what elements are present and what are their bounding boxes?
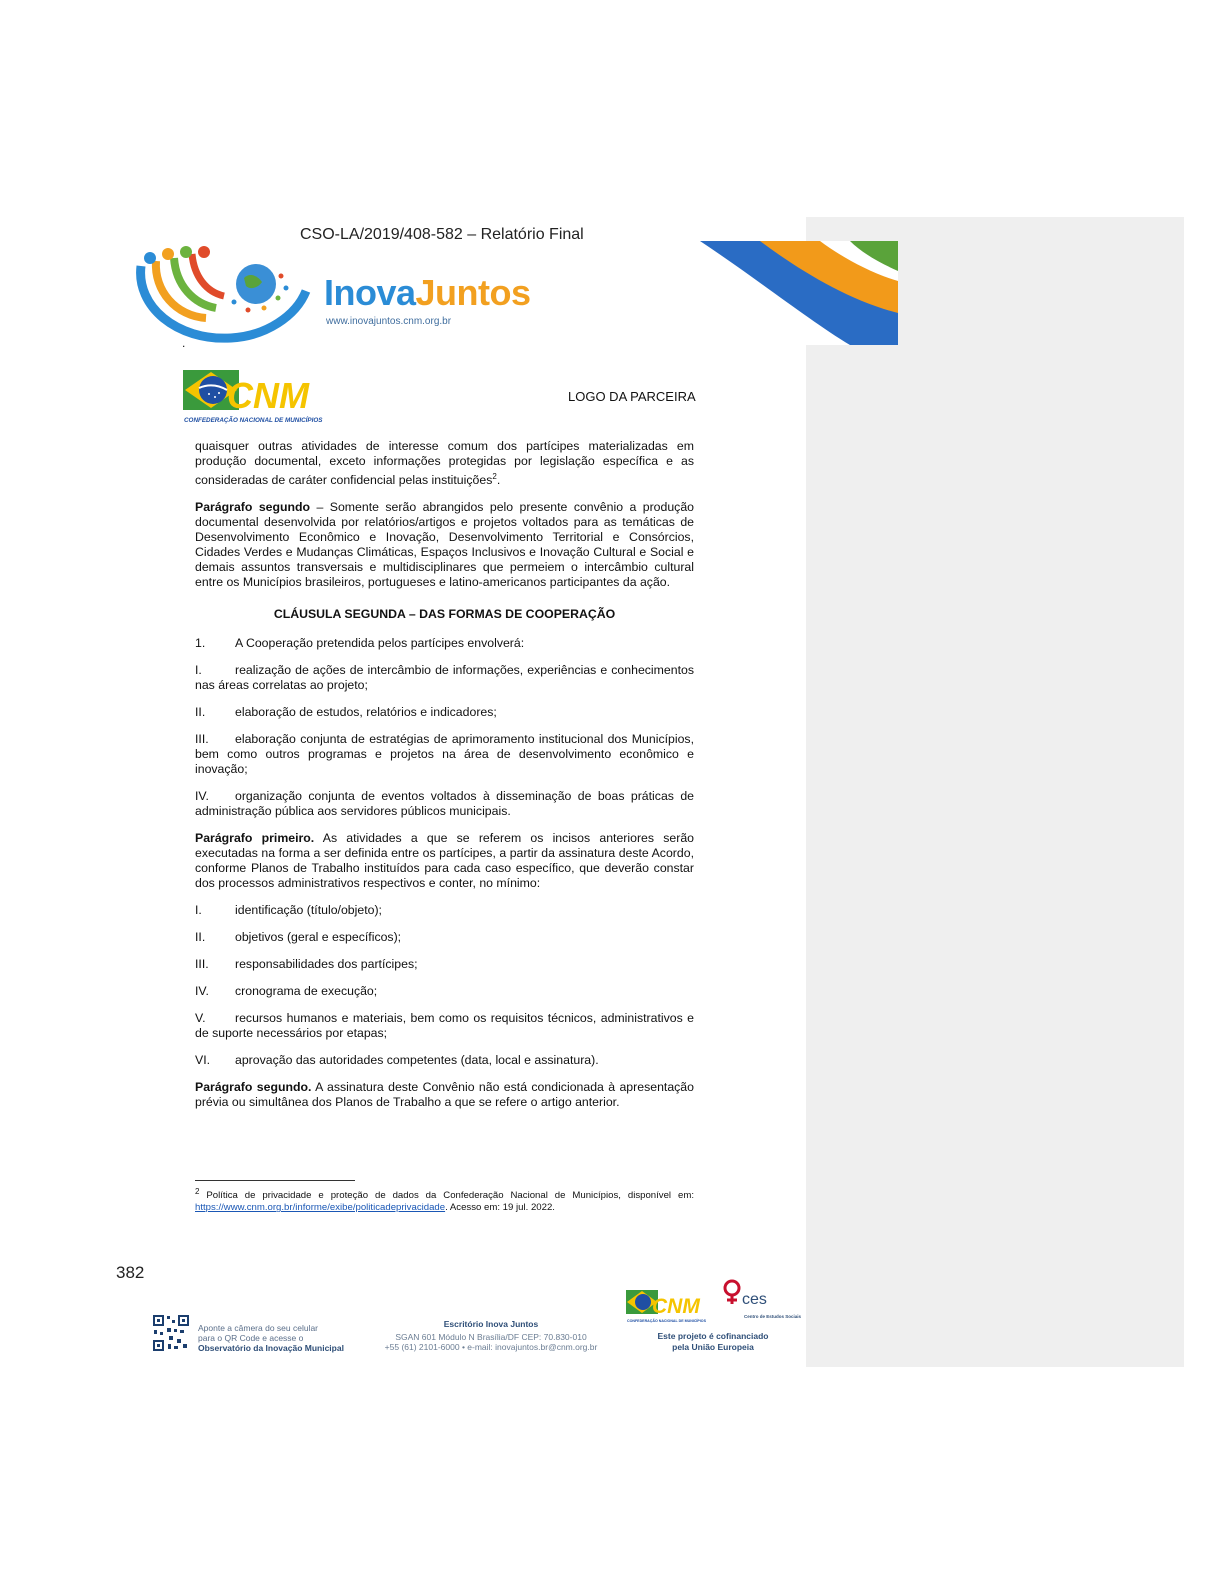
- item-text: organização conjunta de eventos voltados à disseminação de boas práticas de administração pública aos servidores públicos municipais.: [195, 789, 694, 819]
- item-text: realização de ações de intercâmbio de informações, experiências e conhecimentos nas áreas correlatas ao projeto;: [195, 663, 694, 693]
- inova-juntos-logo: [136, 246, 311, 346]
- cnm-small-caption: CONFEDERAÇÃO NACIONAL DE MUNICÍPIOS: [627, 1319, 706, 1323]
- qr-line: Aponte a câmera do seu celular: [198, 1323, 319, 1333]
- footnote: [195, 1186, 694, 1214]
- office-title: Escritório Inova Juntos: [443, 1319, 539, 1329]
- paragraph-text: – Somente serão abrangidos pelo presente convênio a produção documental desenvolvida por relatórios/artigos e projetos voltados para as temáticas de Desenvolvimento Econômico e Inovação, Desenvolvimento Territorial e Consórcios, Cidades Verdes e Mudanças Climáticas, Espaços Inclusivos e Inovação Cultural e Social e demais assuntos transversais e multidisciplinares que permeiem o intercâmbio cultural entre os Municípios brasileiros, portugueses e latino-americanos participantes da ação.: [195, 500, 695, 590]
- qr-instructions: [198, 1323, 344, 1353]
- paragraph-text: A assinatura deste Convênio não está condicionada à apresentação prévia ou simultânea dos Planos de Trabalho a que se refere o artigo anterior.: [195, 1080, 694, 1110]
- item-number: VI.: [195, 1053, 211, 1068]
- list-item: [195, 903, 694, 918]
- eu-line: Este projeto é cofinanciado: [657, 1331, 769, 1341]
- item-number: III.: [195, 957, 209, 972]
- item-number: IV.: [195, 984, 209, 999]
- item-number: II.: [195, 930, 206, 945]
- list-item: [195, 1053, 694, 1068]
- brand-title-part1: Inova: [324, 272, 416, 313]
- footnote-marker: 2: [195, 1187, 200, 1196]
- list-item: [195, 984, 694, 999]
- qr-line: para o QR Code e acesse o: [198, 1333, 304, 1343]
- brand-url[interactable]: www.inovajuntos.cnm.org.br: [326, 316, 452, 327]
- cnm-logo: [183, 364, 323, 426]
- item-text: recursos humanos e materiais, bem como os requisitos técnicos, administrativos e de suporte necessários por etapas;: [195, 1011, 694, 1041]
- paragraph-text: As atividades a que se referem os incisos anteriores serão executadas na forma a ser definida entre os partícipes, a partir da assinatura deste Acordo, conforme Planos de Trabalho instituídos para cada caso específico, que deverão constar dos processos administrativos respectivos e conter, no mínimo:: [195, 831, 694, 891]
- list-item: [195, 957, 694, 972]
- inova-juntos-title: [324, 272, 531, 314]
- footnote-text: Política de privacidade e proteção de dados da Confederação Nacional de Municípios, disponível em:: [199, 1190, 694, 1202]
- paragraph-label: Parágrafo segundo: [195, 500, 311, 515]
- ces-logo: [722, 1278, 802, 1326]
- list-item: [195, 705, 694, 720]
- brand-title-part2: Juntos: [415, 272, 531, 313]
- list-item: [195, 732, 694, 777]
- paragraph-label: Parágrafo segundo.: [195, 1080, 312, 1095]
- side-panel: [806, 217, 1184, 1367]
- qr-line-observatory: Observatório da Inovação Municipal: [198, 1343, 344, 1353]
- item-number: I.: [195, 663, 202, 678]
- item-text: cronograma de execução;: [235, 984, 378, 999]
- running-header: CSO-LA/2019/408-582 – Relatório Final: [300, 226, 584, 240]
- stray-dot: .: [182, 336, 186, 350]
- partner-logo-placeholder: LOGO DA PARCEIRA: [568, 389, 696, 404]
- ces-logo-text: ces: [742, 1291, 767, 1308]
- footnote-after: . Acesso em: 19 jul. 2022.: [445, 1202, 555, 1214]
- item-number: IV.: [195, 789, 209, 804]
- item-number: II.: [195, 705, 206, 720]
- list-item: [195, 663, 694, 693]
- cnm-small-logo-text: CNM: [652, 1295, 700, 1318]
- cnm-small-logo: [626, 1286, 708, 1326]
- office-phone-email: +55 (61) 2101-6000 • e-mail: inovajuntos.br@cnm.org.br: [384, 1342, 598, 1352]
- list-item: [195, 1011, 694, 1041]
- paragraph-primeiro: [195, 831, 694, 891]
- item-text: elaboração de estudos, relatórios e indicadores;: [235, 705, 497, 720]
- qr-code-icon[interactable]: [152, 1314, 190, 1352]
- paragraph-intro: [195, 439, 694, 488]
- document-body: [195, 439, 694, 1122]
- list-item: [195, 930, 694, 945]
- footnote-divider: [195, 1180, 355, 1181]
- page-number: 382: [116, 1263, 145, 1282]
- item-number: V.: [195, 1011, 206, 1026]
- item-text: elaboração conjunta de estratégias de aprimoramento institucional dos Municípios, bem como outros programas e projetos na área de desenvolvimento econômico e inovação;: [195, 732, 694, 777]
- item-text: objetivos (geral e específicos);: [235, 930, 402, 945]
- paragraph-label: Parágrafo primeiro.: [195, 831, 315, 846]
- paragraph-intro-end: .: [496, 473, 501, 488]
- cnm-logo-caption: CONFEDERAÇÃO NACIONAL DE MUNICÍPIOS: [184, 417, 323, 424]
- item-number: 1.: [195, 636, 206, 651]
- eu-cofinancing-note: [648, 1331, 778, 1353]
- footnote-link[interactable]: https://www.cnm.org.br/informe/exibe/politicadeprivacidade: [195, 1202, 446, 1214]
- cnm-logo-text: CNM: [227, 375, 309, 416]
- item-text: aprovação das autoridades competentes (data, local e assinatura).: [235, 1053, 599, 1068]
- paragraph-intro-text: quaisquer outras atividades de interesse comum dos partícipes materializadas em produção documental, exceto informações protegidas por legislação específica e as consideradas de caráter confidencial pelas instituições: [195, 439, 694, 488]
- item-number: I.: [195, 903, 202, 918]
- eu-line: pela União Europeia: [672, 1342, 754, 1352]
- office-contact: [368, 1319, 614, 1352]
- footnote-ref[interactable]: 2: [492, 472, 497, 481]
- item-text: responsabilidades dos partícipes;: [235, 957, 418, 972]
- list-item: [195, 789, 694, 819]
- paragraph-segundo-2: [195, 1080, 694, 1110]
- item-number: III.: [195, 732, 209, 747]
- clause-heading: CLÁUSULA SEGUNDA – DAS FORMAS DE COOPERAÇÃO: [273, 607, 616, 622]
- item-text: identificação (título/objeto);: [235, 903, 382, 918]
- banner-swoosh: [700, 241, 898, 345]
- list-item: [195, 636, 694, 651]
- item-text: A Cooperação pretendida pelos partícipes envolverá:: [235, 636, 525, 651]
- ces-caption: Centro de Estudos Sociais: [744, 1314, 802, 1319]
- paragraph-segundo-1: [195, 500, 694, 590]
- office-address: SGAN 601 Módulo N Brasília/DF CEP: 70.830-010: [395, 1332, 587, 1342]
